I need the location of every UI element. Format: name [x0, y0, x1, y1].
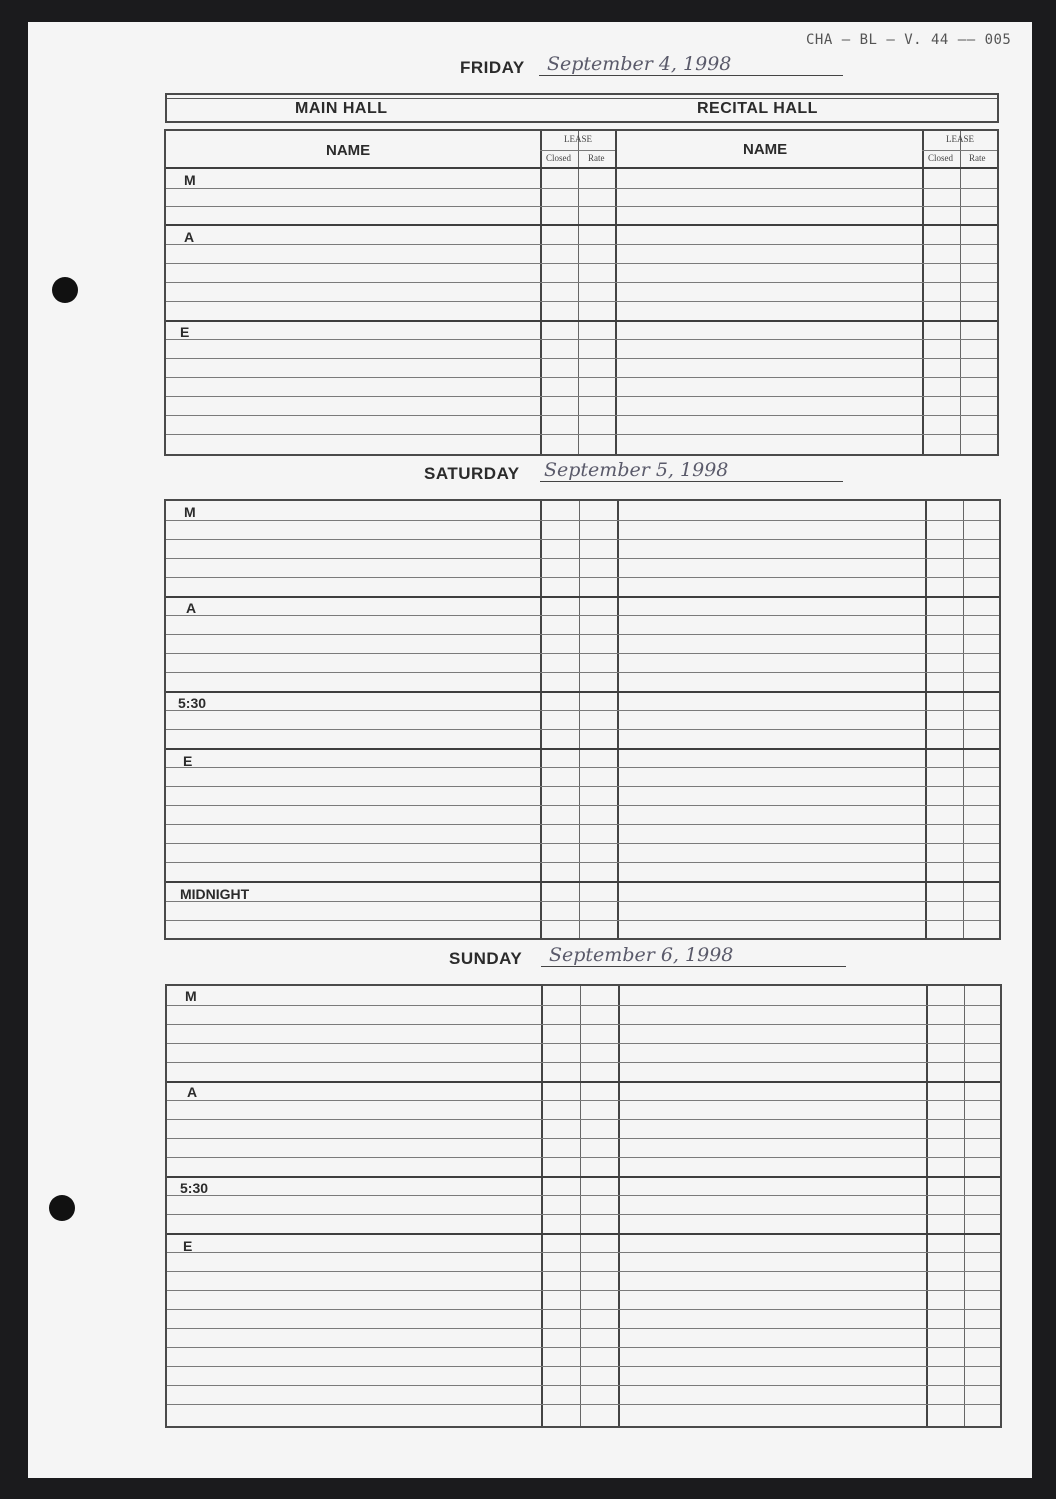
lease-header: LEASE — [564, 134, 592, 144]
name-column-header: NAME — [743, 141, 788, 158]
slot-label: 5:30 — [178, 695, 207, 711]
day-label: FRIDAY — [460, 58, 525, 77]
closed-header: Closed — [546, 153, 572, 163]
rate-header: Rate — [588, 153, 605, 163]
hall-header-bar — [165, 93, 999, 123]
day-header-sunday — [445, 943, 848, 973]
archive-id: CHA — BL — V. 44 —— 005 — [806, 32, 1012, 48]
slot-label: E — [180, 324, 190, 340]
day-date: September 5, 1998 — [544, 459, 729, 481]
slot-label: M — [184, 172, 196, 188]
slot-label: E — [183, 1238, 193, 1254]
recital-hall-title: RECITAL HALL — [697, 100, 818, 117]
slot-label: 5:30 — [180, 1180, 209, 1196]
closed-header: Closed — [928, 153, 954, 163]
slot-label: A — [187, 1084, 198, 1100]
schedule-grid-friday — [164, 129, 999, 456]
date-line — [540, 481, 843, 482]
slot-label: M — [184, 504, 196, 520]
punch-hole — [52, 277, 78, 303]
day-date: September 6, 1998 — [549, 944, 734, 966]
slot-label: A — [184, 229, 195, 245]
slot-label: A — [186, 600, 197, 616]
day-label: SUNDAY — [449, 949, 523, 968]
date-line — [541, 966, 846, 967]
lease-header: LEASE — [946, 134, 974, 144]
schedule-grid-saturday — [164, 499, 1001, 940]
day-date: September 4, 1998 — [547, 53, 732, 75]
day-header-friday — [455, 52, 845, 82]
rate-header: Rate — [969, 153, 986, 163]
slot-label: MIDNIGHT — [180, 886, 250, 902]
date-line — [539, 75, 843, 76]
main-hall-title: MAIN HALL — [295, 100, 388, 117]
slot-label: E — [183, 753, 193, 769]
day-label: SATURDAY — [424, 464, 520, 483]
name-column-header: NAME — [326, 142, 371, 159]
day-header-saturday — [420, 458, 845, 488]
schedule-grid-sunday — [165, 984, 1002, 1428]
punch-hole — [49, 1195, 75, 1221]
slot-label: M — [185, 988, 197, 1004]
